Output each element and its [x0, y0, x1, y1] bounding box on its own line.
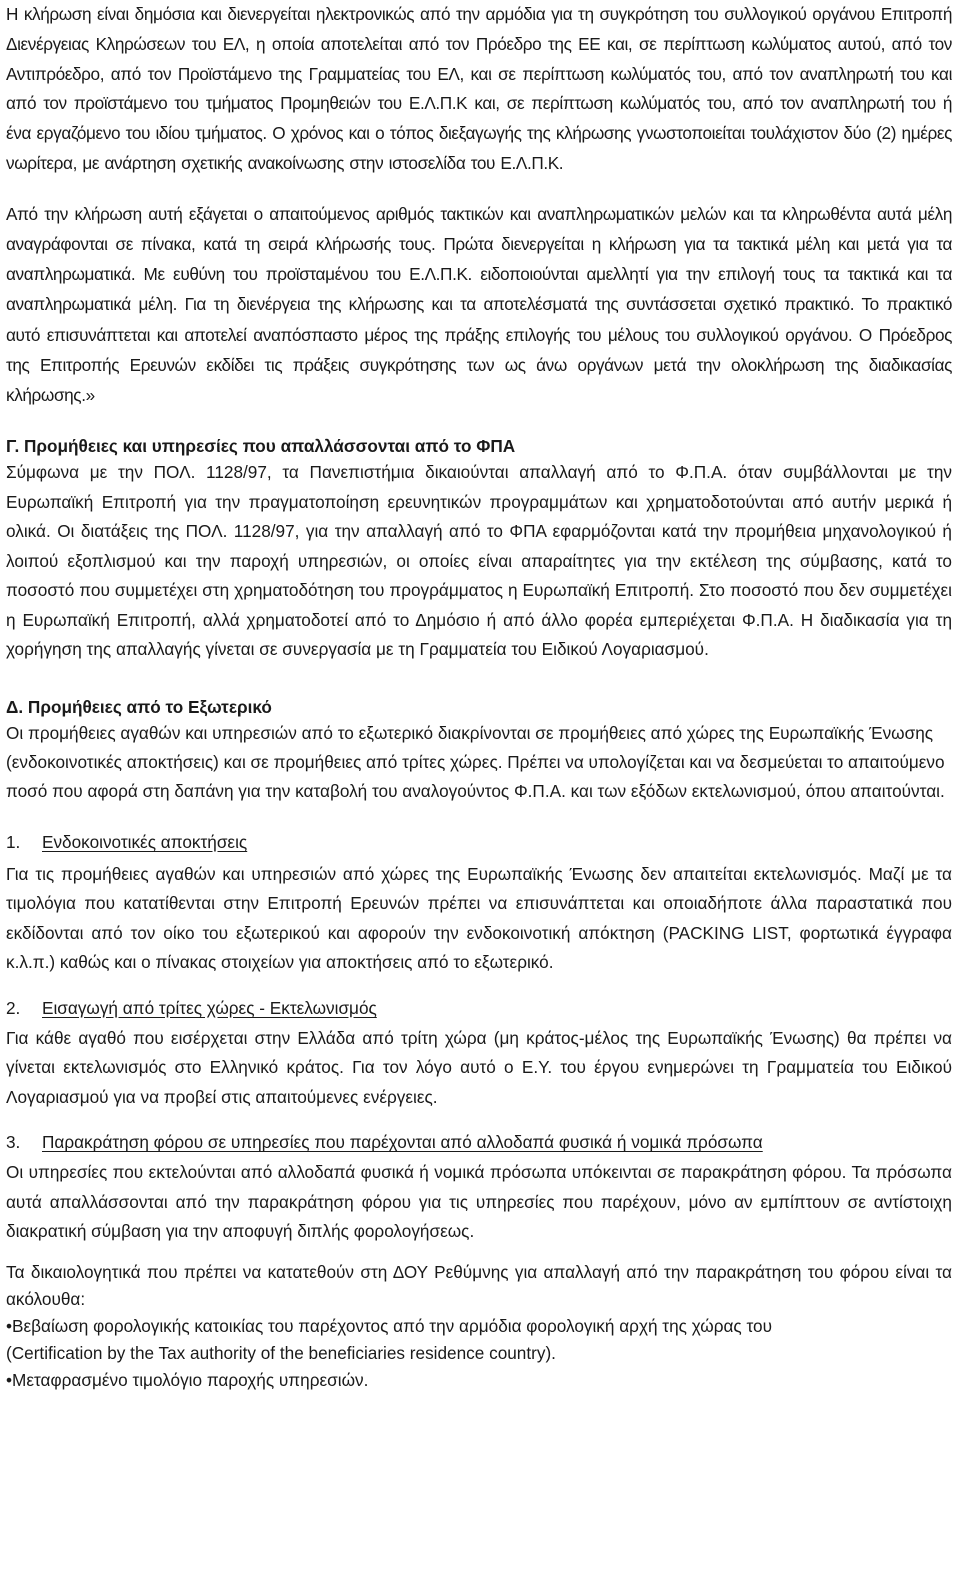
section-foreign-procurement [6, 695, 952, 1394]
bullet-tax-residence-certificate: •Βεβαίωση φορολογικής κατοικίας του παρέχοντος από την αρμόδια φορολογική αρχή της χώρας του [6, 1315, 772, 1336]
list-item-number: 1. [6, 831, 21, 852]
paragraph-lottery-procedure: Η κλήρωση είναι δημόσια και διενεργείται ηλεκτρονικώς από την αρμόδια για τη συγκρότηση του συλλογικού οργάνου Επιτροπή Διενέργειας Κληρώσεων του ΕΛ, η οποία αποτελείται από τον Πρόεδρο της ΕΕ και, σε περίπτωση κωλύματος αυτού, από τον Αντιπρόεδρο, από τον Προϊστάμενο της Γραμματείας του ΕΛ, και σε περίπτωση κωλύματός του, από τον αναπληρωτή του και από τον προϊστάμενο του τμήματος Προμηθειών του Ε.Λ.Π.Κ και, σε περίπτωση κωλύματός του, από τον αναπληρωτή του ή ένα εργαζόμενο του ιδίου τμήματος. Ο χρόνος και ο τόπος διεξαγωγής της κλήρωσης γνωστοποιείται τουλάχιστον δύο (2) ημέρες νωρίτερα, με ανάρτηση σχετικής ανακοίνωσης στην ιστοσελίδα του Ε.Λ.Π.Κ. [6, 4, 952, 173]
list-item-heading [6, 1130, 952, 1154]
section-d-heading: Δ. Προμήθειες από το Εξωτερικό [6, 696, 272, 717]
list-item-body: Για κάθε αγαθό που εισέρχεται στην Ελλάδα από τρίτη χώρα (μη κράτος-μέλος της Ευρωπαϊκής Ένωσης) θα πρέπει να γίνεται εκτελωνισμός στο Ελληνικό κράτος. Για τον λόγο αυτό ο Ε.Υ. του έργου ενημερώνει τη Γραμματεία του Ειδικού Λογαριασμού για να προβεί στις απαιτούμενες ενέργειες. [6, 1027, 952, 1107]
list-item-heading [6, 996, 952, 1020]
list-item-title: Εισαγωγή από τρίτες χώρες - Εκτελωνισμός [42, 997, 377, 1018]
list-item-third-country-import [6, 996, 952, 1113]
section-vat-exemption [6, 434, 952, 665]
list-item-number: 2. [6, 997, 21, 1018]
list-item-body: Για τις προμήθειες αγαθών και υπηρεσιών από χώρες της Ευρωπαϊκής Ένωσης δεν απαιτείται εκτελωνισμός. Μαζί με τα τιμολόγια που κατατίθενται στην Επιτροπή Ερευνών πρέπει να επισυνάπτεται και οποιαδήποτε άλλα παραστατικά που εκδίδονται από τον οίκο του εξωτερικού και αφορούν την ενδοκοινοτική απόκτηση (PACKING LIST, φορτωτικά έγγραφα κ.λ.π.) καθώς και ο πίνακας στοιχείων για αποκτήσεις από το εξωτερικό. [6, 863, 952, 973]
list-item-heading [6, 830, 952, 854]
list-item-intra-community [6, 830, 952, 978]
bullet-translated-invoice: •Μεταφρασμένο τιμολόγιο παροχής υπηρεσιών. [6, 1369, 369, 1390]
paragraph-lottery-results: Από την κλήρωση αυτή εξάγεται ο απαιτούμενος αριθμός τακτικών και αναπληρωματικών μελών και τα κληρωθέντα αυτά μέλη αναγράφονται σε πίνακα, κατά τη σειρά κλήρωσής τους. Πρώτα διενεργείται η κλήρωση για τα τακτικά μέλη και μετά για τα αναπληρωματικά. Με ευθύνη του προϊσταμένου του Ε.Λ.Π.Κ. ειδοποιούνται αμελλητί για την επιλογή τους τα τακτικά και τα αναπληρωματικά μέλη. Για τη διενέργεια της κλήρωσης και τα αποτελέσματά της συντάσσεται σχετικό πρακτικό. Το πρακτικό αυτό επισυνάπτεται και αποτελεί αναπόσπαστο μέρος της πράξης επιλογής του μέλους του συλλογικού οργάνου. Ο Πρόεδρος της Επιτροπής Ερευνών εκδίδει τις πράξεις συγκρότησης των ως άνω οργάνων μετά την ολοκλήρωση της διαδικασίας κλήρωσης.» [6, 203, 952, 405]
list-item-title: Ενδοκοινοτικές αποκτήσεις [42, 831, 248, 852]
required-documents-intro: Τα δικαιολογητικά που πρέπει να κατατεθούν στη ΔΟΥ Ρεθύμνης για απαλλαγή από την παρακράτηση του φόρου είναι τα ακόλουθα: [6, 1261, 952, 1309]
document-page [6, 0, 952, 1394]
section-g-heading: Γ. Προμήθειες και υπηρεσίες που απαλλάσσονται από το ΦΠΑ [6, 436, 516, 457]
section-d-body: Οι προμήθειες αγαθών και υπηρεσιών από το εξωτερικό διακρίνονται σε προμήθειες από χώρες της Ευρωπαϊκής Ένωσης (ενδοκοινοτικές αποκτήσεις) και σε προμήθειες από τρίτες χώρες. Πρέπει να υπολογίζεται και να δεσμεύεται το απαιτούμενο ποσό που αφορά στη δαπάνη για την καταβολή του αναλογούντος Φ.Π.Α. και των εξόδων εκτελωνισμού, όπου απαιτούνται. [6, 722, 945, 801]
bullet-tax-residence-certificate-english: (Certification by the Tax authority of the beneficiaries residence country). [6, 1342, 556, 1363]
list-item-body: Οι υπηρεσίες που εκτελούνται από αλλοδαπά φυσικά ή νομικά πρόσωπα υπόκεινται σε παρακράτηση φόρου. Τα πρόσωπα αυτά απαλλάσσονται από την παρακράτηση φόρου για τις υπηρεσίες που παρέχουν, μόνο αν εμπίπτουν σε αντίστοιχη διακρατική σύμβαση για την αποφυγή διπλής φορολογήσεως. [6, 1162, 952, 1242]
section-g-body: Σύμφωνα με την ΠΟΛ. 1128/97, τα Πανεπιστήμια δικαιούνται απαλλαγή από το Φ.Π.Α. όταν συμβάλλονται με την Ευρωπαϊκή Επιτροπή για την πραγματοποίηση ερευνητικών προγραμμάτων και χρηματοδοτούνται από αυτήν μερικά ή ολικά. Οι διατάξεις της ΠΟΛ. 1128/97, για την απαλλαγή από το ΦΠΑ εφαρμόζονται κατά την προμήθεια μηχανολογικού ή λοιπού εξοπλισμού και την παροχή υπηρεσιών, οι οποίες είναι απαραίτητες για την εκτέλεση της σύμβασης, κατά το ποσοστό που συμμετέχει στη χρηματοδότηση του προγράμματος η Ευρωπαϊκή Επιτροπή. Στο ποσοστό που δεν συμμετέχει η Ευρωπαϊκή Επιτροπή, αλλά χρηματοδοτεί από το Δημόσιο ή από άλλο φορέα εμπεριέχεται Φ.Π.Α. Η διαδικασία για τη χορήγηση της απαλλαγής γίνεται σε συνεργασία με τη Γραμματεία του Ειδικού Λογαριασμού. [6, 462, 952, 660]
list-item-tax-withholding [6, 1130, 952, 1394]
list-item-title: Παρακράτηση φόρου σε υπηρεσίες που παρέχονται από αλλοδαπά φυσικά ή νομικά πρόσωπα [42, 1132, 763, 1153]
list-item-number: 3. [6, 1132, 21, 1153]
